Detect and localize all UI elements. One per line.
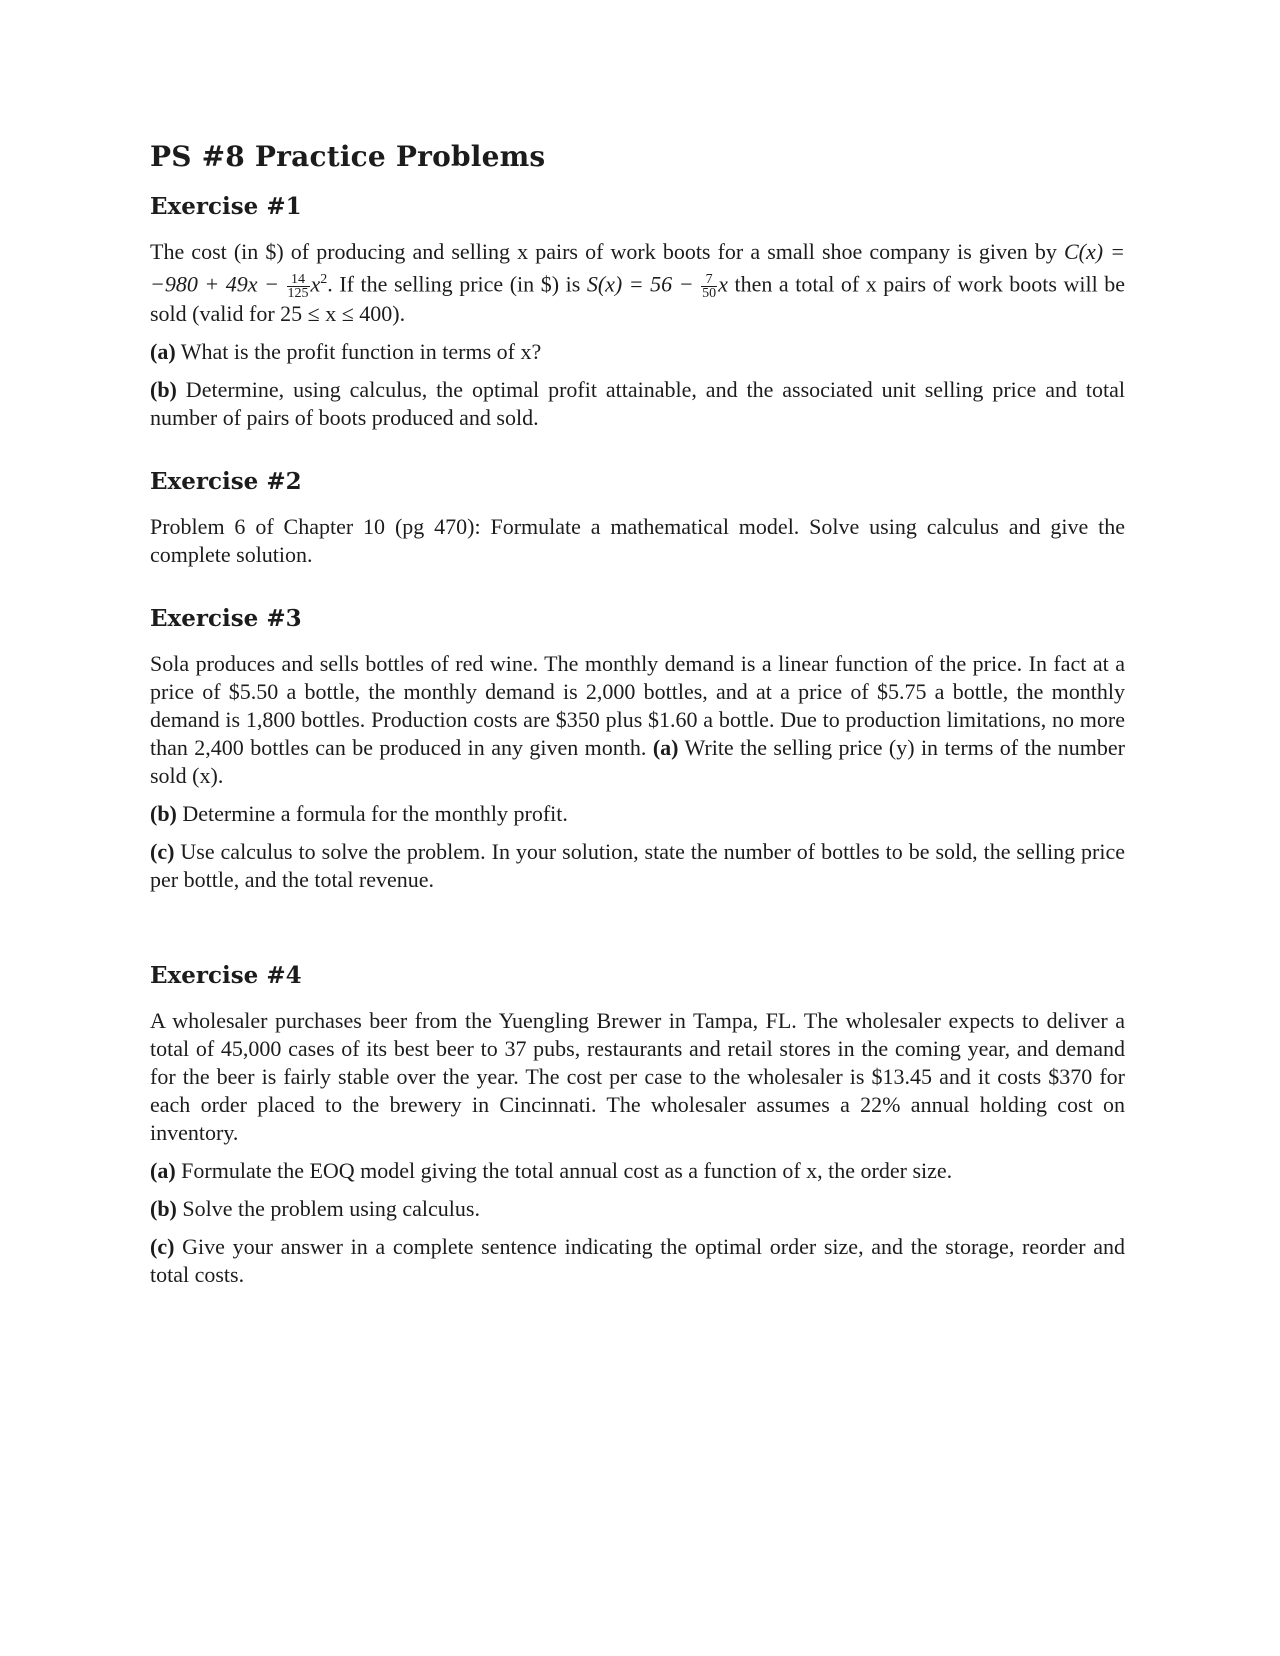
exercise-4 bbox=[150, 962, 1125, 1289]
exercise-3-intro: Sola produces and sells bottles of red wine. The monthly demand is a linear function of the price. In fact at a price of $5.50 a bottle, the monthly demand is 2,000 bottles, and at a price of $5.75 a bottle, the monthly demand is 1,800 bottles. Production costs are $350 plus $1.60 a bottle. Due to production limitations, no more than 2,400 bottles can be produced in any given month. bbox=[150, 650, 1125, 760]
part-a-text: Formulate the EOQ model giving the total annual cost as a function of x, the order size. bbox=[175, 1157, 953, 1183]
exercise-1 bbox=[150, 193, 1125, 432]
cost-fraction-numerator: 14 bbox=[287, 273, 310, 287]
part-c-label: (c) bbox=[150, 838, 175, 864]
exercise-1-intro bbox=[150, 238, 1125, 328]
part-b-label: (b) bbox=[150, 1195, 177, 1221]
price-fraction bbox=[701, 273, 717, 300]
part-c-text: Give your answer in a complete sentence indicating the optimal order size, and the storage, reorder and total costs. bbox=[150, 1233, 1125, 1287]
price-function-variable: x bbox=[718, 271, 728, 297]
exercise-3-heading: Exercise #3 bbox=[150, 604, 302, 632]
part-c-text: Use calculus to solve the problem. In your solution, state the number of bottles to be sold, the selling price per bottle, and the total revenue. bbox=[150, 838, 1125, 892]
exercise-2-text: Problem 6 of Chapter 10 (pg 470): Formulate a mathematical model. Solve using calculus and give the complete solution. bbox=[150, 513, 1125, 567]
part-b-label: (b) bbox=[150, 800, 177, 826]
part-a-label: (a) bbox=[150, 1157, 176, 1183]
exercise-1-intro-a: The cost (in $) of producing and selling x pairs of work boots for a small shoe company is given by bbox=[150, 239, 1057, 264]
price-function-lhs: S(x) = 56 − bbox=[586, 271, 694, 297]
exercise-1-part-a bbox=[150, 338, 1125, 366]
price-fraction-denominator: 50 bbox=[702, 285, 717, 301]
exercise-1-intro-c: then a total of x pairs of work boots will be sold (valid for 25 ≤ x ≤ 400). bbox=[150, 271, 1126, 326]
price-fraction-numerator: 7 bbox=[701, 273, 717, 287]
exercise-4-part-c bbox=[150, 1233, 1125, 1289]
part-a-label: (a) bbox=[652, 734, 679, 760]
exercise-1-intro-b: . If the selling price (in $) is bbox=[327, 271, 587, 297]
exercise-4-part-b bbox=[150, 1195, 1125, 1223]
exercise-3-part-b bbox=[150, 800, 1125, 828]
cost-function-lhs: C(x) = −980 + 49x − bbox=[150, 239, 1126, 297]
exercise-4-part-a bbox=[150, 1157, 1125, 1185]
part-a-text: What is the profit function in terms of x? bbox=[175, 338, 542, 364]
exercise-4-intro: A wholesaler purchases beer from the Yuengling Brewer in Tampa, FL. The wholesaler expects to deliver a total of 45,000 cases of its best beer to 37 pubs, restaurants and retail stores in the coming year, and demand for the beer is fairly stable over the year. The cost per case to the wholesaler is $13.45 and it costs $370 for each order placed to the brewery in Cincinnati. The wholesaler assumes a 22% annual holding cost on inventory. bbox=[150, 1007, 1125, 1145]
part-a-label: (a) bbox=[150, 338, 176, 364]
cost-fraction bbox=[287, 273, 310, 300]
cost-fraction-denominator: 125 bbox=[287, 285, 309, 301]
document-content bbox=[150, 140, 1125, 1299]
exercise-1-part-b bbox=[150, 376, 1125, 432]
part-b-text: Determine, using calculus, the optimal profit attainable, and the associated unit selling price and total number of pairs of boots produced and sold. bbox=[150, 376, 1125, 430]
cost-function-exponent: 2 bbox=[320, 272, 328, 287]
exercise-2 bbox=[150, 468, 1125, 569]
part-a-text: Write the selling price (y) in terms of the number sold (x). bbox=[150, 734, 1125, 788]
exercise-3-intro-paragraph bbox=[150, 650, 1125, 790]
part-b-label: (b) bbox=[150, 376, 177, 402]
exercise-4-heading: Exercise #4 bbox=[150, 961, 302, 989]
exercise-3 bbox=[150, 605, 1125, 894]
part-b-text: Solve the problem using calculus. bbox=[176, 1195, 480, 1221]
page-title: PS #8 Practice Problems bbox=[150, 140, 546, 173]
exercise-3-part-c bbox=[150, 838, 1125, 894]
exercise-1-heading: Exercise #1 bbox=[150, 193, 302, 220]
exercise-2-heading: Exercise #2 bbox=[150, 467, 302, 495]
cost-function-variable: x bbox=[310, 271, 321, 297]
part-c-label: (c) bbox=[150, 1233, 175, 1259]
part-b-text: Determine a formula for the monthly profit. bbox=[176, 800, 568, 826]
